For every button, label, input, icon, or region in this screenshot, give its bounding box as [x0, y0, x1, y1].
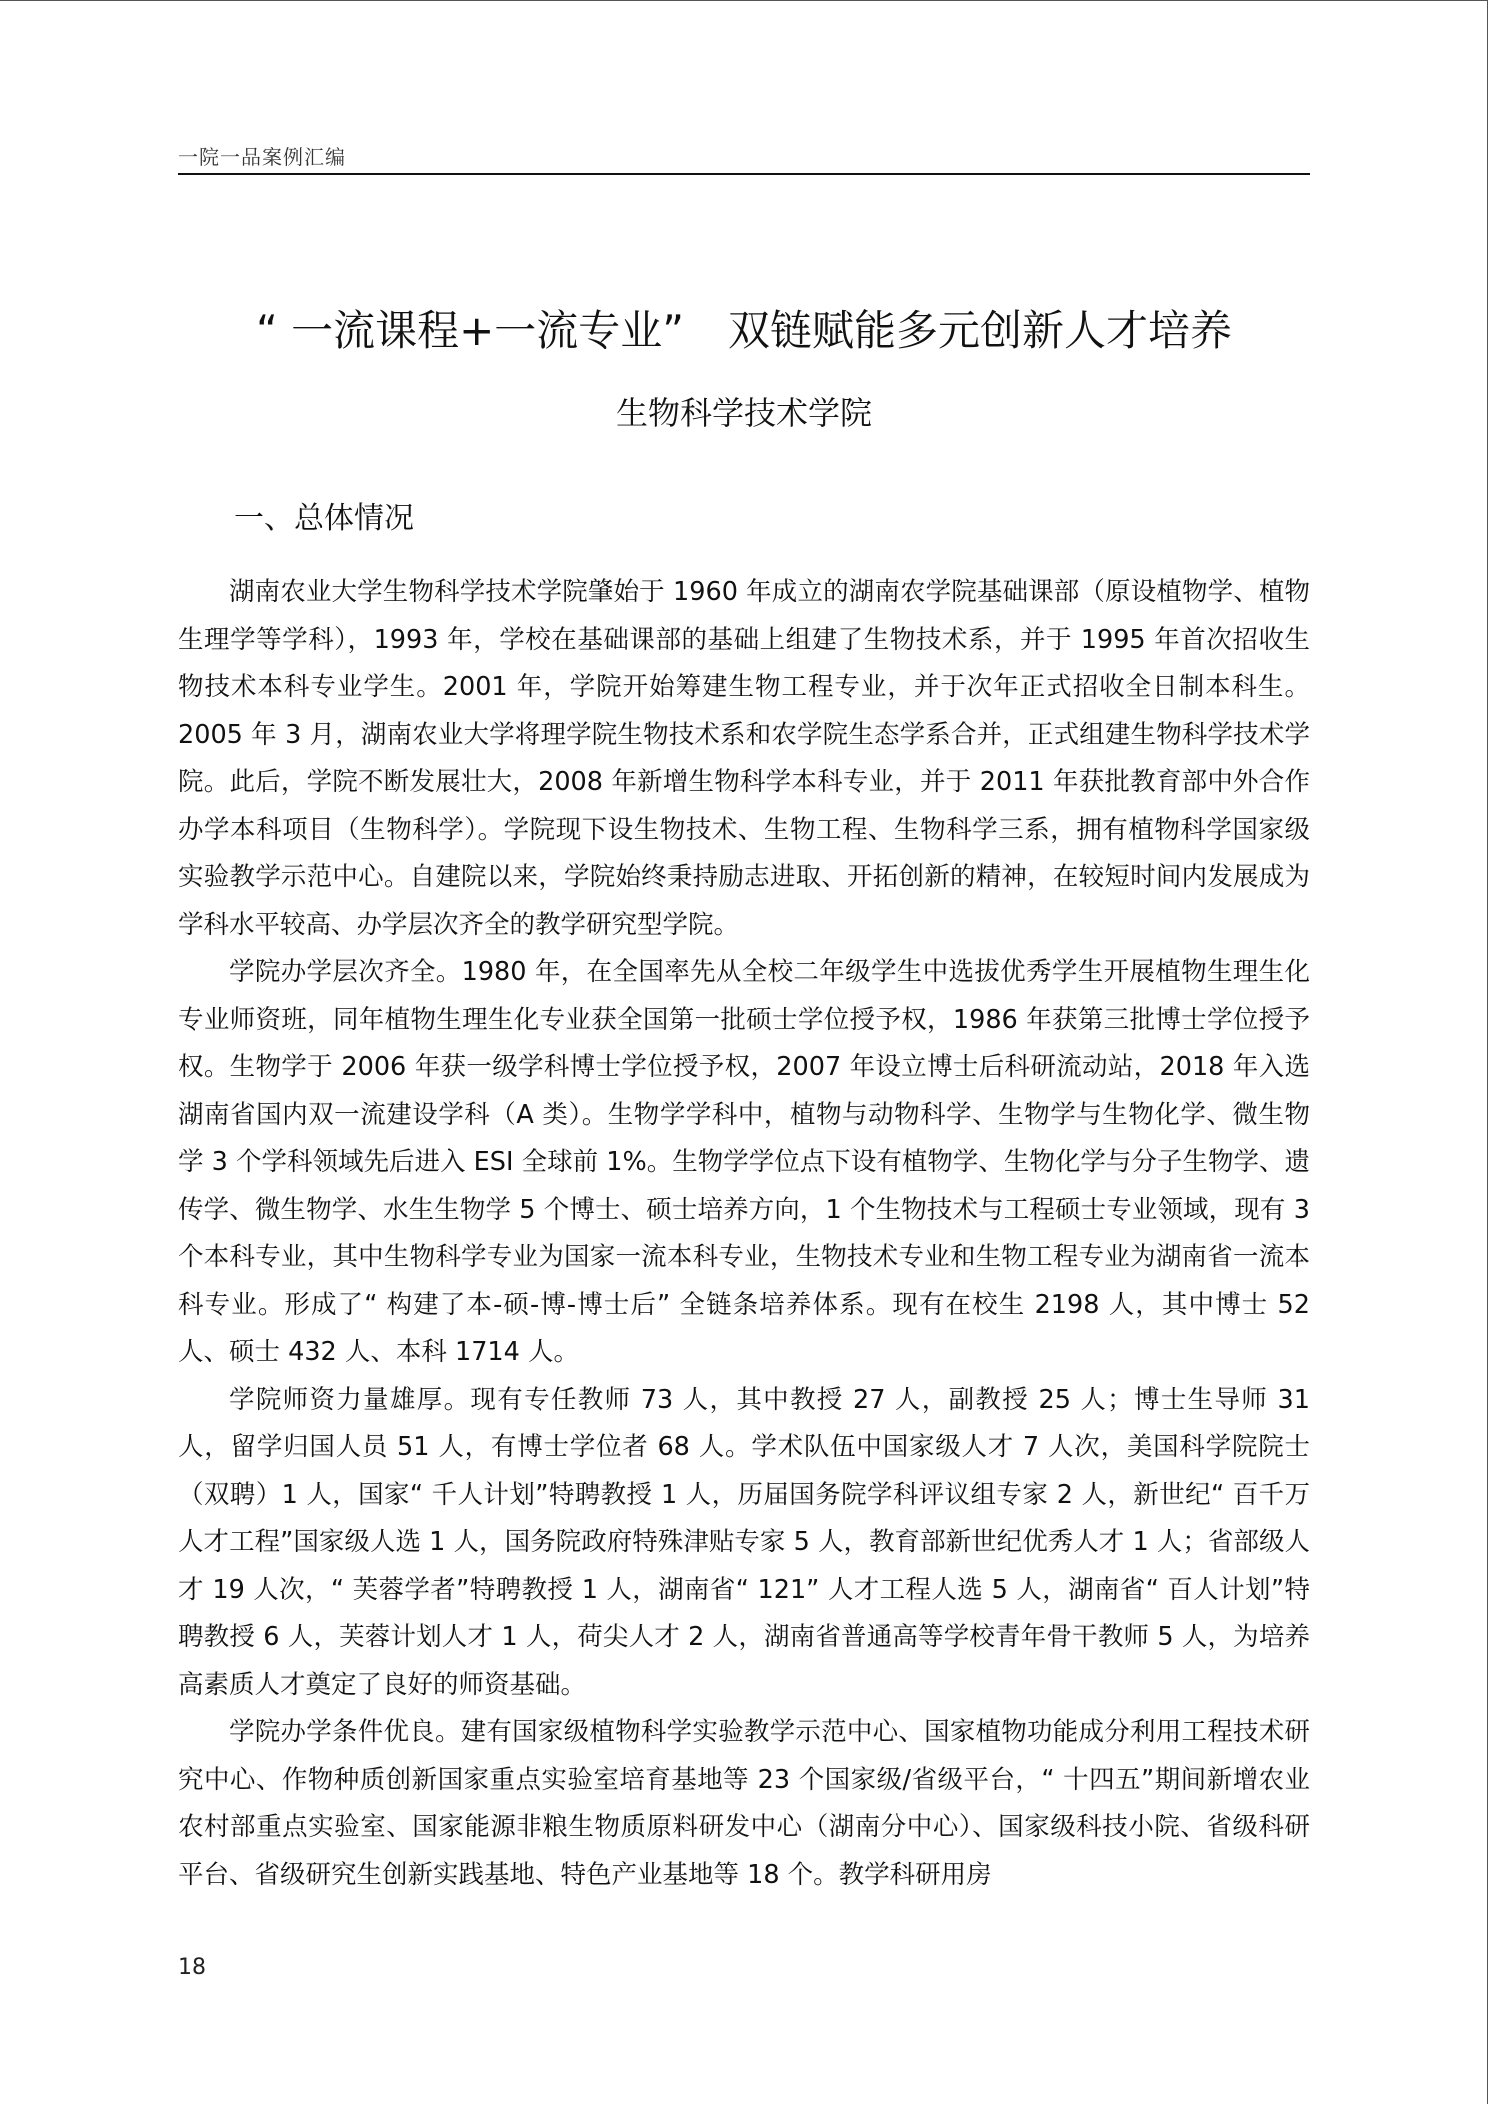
paragraph: 湖南农业大学生物科学技术学院肇始于 1960 年成立的湖南农学院基础课部（原设植物学、植物生理学等学科），1993 年，学校在基础课部的基础上组建了生物技术系，并于 1995 年首次招收生物技术本科专业学生。2001 年，学院开始筹建生物工程专业，并于次年正式招收全日制本科生。2005 年 3 月，湖南农业大学将理学院生物技术系和农学院生态学系合并，正式组建生物科学技术学院。此后，学院不断发展壮大，2008 年新增生物科学本科专业，并于 2011 年获批教育部中外合作办学本科项目（生物科学）。学院现下设生物技术、生物工程、生物科学三系，拥有植物科学国家级实验教学示范中心。自建院以来，学院始终秉持励志进取、开拓创新的精神，在较短时间内发展成为学科水平较高、办学层次齐全的教学研究型学院。 — [178, 577, 1310, 940]
running-header-text: 一院一品案例汇编 — [178, 145, 346, 169]
page-number: 18 — [178, 1955, 206, 1980]
document-subtitle: 生物科学技术学院 — [615, 394, 872, 432]
title-part-2: 双链赋能多元创新人才培养 — [728, 306, 1233, 355]
document-title — [178, 299, 1310, 363]
section-heading: 一、总体情况 — [234, 501, 414, 536]
paragraph: 学院办学层次齐全。1980 年，在全国率先从全校二年级学生中选拔优秀学生开展植物生理生化专业师资班，同年植物生理生化专业获全国第一批硕士学位授予权，1986 年获第三批博士学位授予权。生物学于 2006 年获一级学科博士学位授予权，2007 年设立博士后科研流动站，2018 年入选湖南省国内双一流建设学科（A 类）。生物学学科中，植物与动物科学、生物学与生物化学、微生物学 3 个学科领域先后进入 ESI 全球前 1%。生物学学位点下设有植物学、生物化学与分子生物学、遗传学、微生物学、水生生物学 5 个博士、硕士培养方向，1 个生物技术与工程硕士专业领域，现有 3 个本科专业，其中生物科学专业为国家一流本科专业，生物技术专业和生物工程专业为湖南省一流本科专业。形成了“ 构建了本-硕-博-博士后” 全链条培养体系。现有在校生 2198 人，其中博士 52 人、硕士 432 人、本科 1714 人。 — [178, 957, 1310, 1367]
running-header — [178, 143, 1310, 175]
paragraph: 学院办学条件优良。建有国家级植物科学实验教学示范中心、国家植物功能成分利用工程技术研究中心、作物种质创新国家重点实验室培育基地等 23 个国家级/省级平台，“ 十四五”期间新增农业农村部重点实验室、国家能源非粮生物质原料研发中心（湖南分中心）、国家级科技小院、省级科研平台、省级研究生创新实践基地、特色产业基地等 18 个。教学科研用房 — [178, 1717, 1310, 1890]
title-part-1: “ 一流课程+一流专业” — [255, 306, 685, 355]
paragraph: 学院师资力量雄厚。现有专任教师 73 人，其中教授 27 人，副教授 25 人；博士生导师 31 人，留学归国人员 51 人，有博士学位者 68 人。学术队伍中国家级人才 7 人次，美国科学院院士（双聘）1 人，国家“ 千人计划”特聘教授 1 人，历届国务院学科评议组专家 2 人，新世纪“ 百千万人才工程”国家级人选 1 人，国务院政府特殊津贴专家 5 人，教育部新世纪优秀人才 1 人；省部级人才 19 人次，“ 芙蓉学者”特聘教授 1 人，湖南省“ 121” 人才工程人选 5 人，湖南省“ 百人计划”特聘教授 6 人，芙蓉计划人才 1 人，荷尖人才 2 人，湖南省普通高等学校青年骨干教师 5 人，为培养高素质人才奠定了良好的师资基础。 — [178, 1384, 1310, 1700]
body-text — [178, 569, 1310, 1899]
